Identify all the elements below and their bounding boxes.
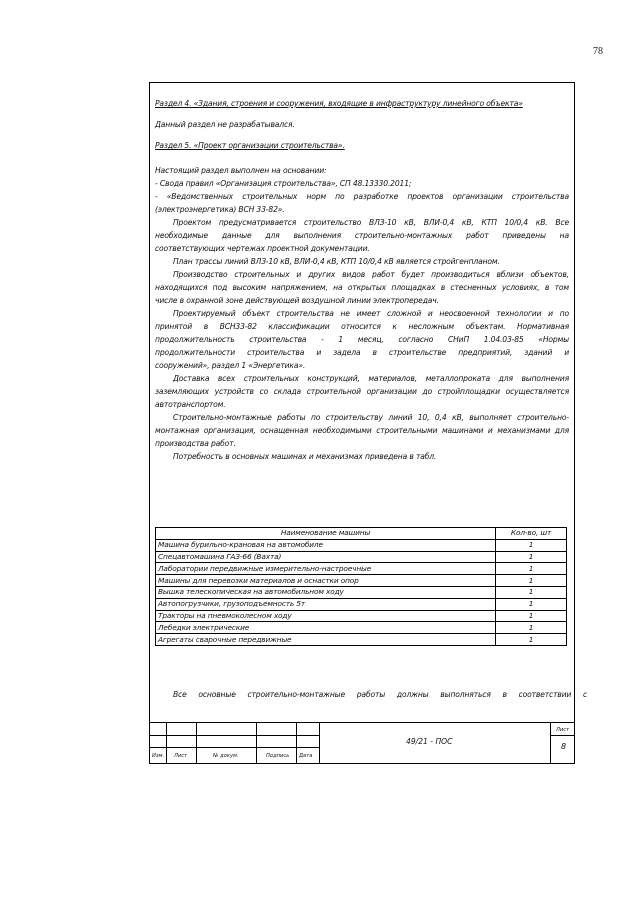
machine-quantity: 1 xyxy=(496,586,567,598)
section5-heading: Раздел 5. «Проект организации строительства». xyxy=(155,141,345,150)
paragraph-line: продолжительность строительства - 1 месяц, согласно СНиП 1.04.03-85 «Нормы xyxy=(155,335,569,344)
paragraph-line: Производство строительных и других видов работ будет производиться вблизи объектов, xyxy=(173,270,569,279)
machine-quantity: 1 xyxy=(496,610,567,622)
machine-quantity: 1 xyxy=(496,563,567,575)
machine-quantity: 1 xyxy=(496,598,567,610)
basis-item: (электроэнергетика) ВСН 33-82». xyxy=(155,205,285,214)
sheet-number: 8 xyxy=(561,742,567,751)
machine-name: Тракторы на пневмоколесном ходу xyxy=(156,610,496,622)
paragraph-line: производства работ. xyxy=(155,439,236,448)
section4-text: Данный раздел не разрабатывался. xyxy=(155,120,295,129)
paragraph-line: План трассы линий ВЛЗ-10 кВ, ВЛИ-0,4 кВ, КТП 10/0,4 кВ является стройгенпланом. xyxy=(173,257,500,266)
machine-quantity: 1 xyxy=(496,539,567,551)
machine-name: Вышка телескопическая на автомобильном ходу xyxy=(156,586,496,598)
paragraph-line: Проектом предусматривается строительство ВЛЗ-10 кВ, ВЛИ-0,4 кВ, КТП 10/0,4 кВ. Все xyxy=(173,218,569,227)
sheet-label: Лист xyxy=(556,727,570,733)
column-header-name: Наименование машины xyxy=(156,528,496,540)
title-block-label: Изм. xyxy=(152,753,165,759)
document-body xyxy=(155,97,569,463)
machine-quantity: 1 xyxy=(496,622,567,634)
paragraph-line: соответствующих чертежах проектной документации. xyxy=(155,244,370,253)
table-row xyxy=(156,634,567,646)
title-block-label: № докум. xyxy=(213,753,239,759)
paragraph-line: числе в охранной зоне действующей воздушной линии электропередач. xyxy=(155,296,439,305)
basis-item: - Свода правил «Организация строительства», СП 48.13330.2011; xyxy=(155,179,412,188)
machine-name: Лаборатории передвижные измерительно-настроечные xyxy=(156,563,496,575)
table-header-row xyxy=(156,528,567,540)
paragraph-line: автотранспортом. xyxy=(155,400,226,409)
basis-item: - «Ведомственных строительных норм по разработке проектов организации строительства xyxy=(155,192,569,201)
document-code: 49/21 - ПОС xyxy=(406,737,453,746)
machine-name: Спецавтомашина ГАЗ-66 (Вахта) xyxy=(156,551,496,563)
table-row xyxy=(156,563,567,575)
paragraph-line: принятой в ВСН33-82 классификации относится к несложным объектам. Нормативная xyxy=(155,322,569,331)
table-row xyxy=(156,622,567,634)
table-row xyxy=(156,598,567,610)
machine-name: Лебедки электрические xyxy=(156,622,496,634)
paragraph-line: продолжительности строительства и задела в строительстве предприятий, зданий и xyxy=(155,348,569,357)
title-block-label: Подпись xyxy=(266,753,290,759)
paragraph-line: Потребность в основных машинах и механизмах приведена в табл. xyxy=(173,452,437,461)
machine-name: Машина бурильно-крановая на автомобиле xyxy=(156,539,496,551)
paragraph-line: сооружений», раздел 1 «Энергетика». xyxy=(155,361,306,370)
title-block-label: Дата xyxy=(299,753,313,759)
section4-heading: Раздел 4. «Здания, строения и сооружения, входящие в инфраструктуру линейного объекта» xyxy=(155,99,523,108)
section5-intro: Настоящий раздел выполнен на основании: xyxy=(155,166,327,175)
table-row xyxy=(156,539,567,551)
paragraph-line: заземляющих устройств со склада строительной организации до стройплощадки осуществляется xyxy=(155,387,569,396)
paragraph-line: монтажная организация, оснащенная необходимыми строительными машинами и механизмами для xyxy=(155,426,569,435)
column-header-quantity: Кол-во, шт xyxy=(496,528,567,540)
table-row xyxy=(156,586,567,598)
machines-table xyxy=(155,527,567,646)
machine-quantity: 1 xyxy=(496,575,567,587)
continuation-line: Все основные строительно-монтажные работы должны выполняться в соответствии с xyxy=(173,690,587,699)
paragraph-line: находящихся под высоким напряжением, на открытых площадках в стесненных условиях, в том xyxy=(155,283,569,292)
table-row xyxy=(156,551,567,563)
paragraph-line: необходимые данные для выполнения строительно-монтажных работ приведены на xyxy=(155,231,569,240)
machine-quantity: 1 xyxy=(496,634,567,646)
paragraph-line: Доставка всех строительных конструкций, материалов, металлопроката для выполнения xyxy=(173,374,569,383)
title-block-label: Лист xyxy=(174,753,188,759)
table-row xyxy=(156,575,567,587)
paragraph-line: Строительно-монтажные работы по строительству линий 10, 0,4 кВ, выполняет строительно- xyxy=(173,413,569,422)
page-number: 78 xyxy=(593,46,603,57)
machine-name: Агрегаты сварочные передвижные xyxy=(156,634,496,646)
machine-quantity: 1 xyxy=(496,551,567,563)
machine-name: Автопогрузчики, грузоподъемность 5т xyxy=(156,598,496,610)
table-row xyxy=(156,610,567,622)
machine-name: Машины для перевозки материалов и оснастки опор xyxy=(156,575,496,587)
paragraph-line: Проектируемый объект строительства не имеет сложной и неосвоенной технологии и по xyxy=(173,309,569,318)
